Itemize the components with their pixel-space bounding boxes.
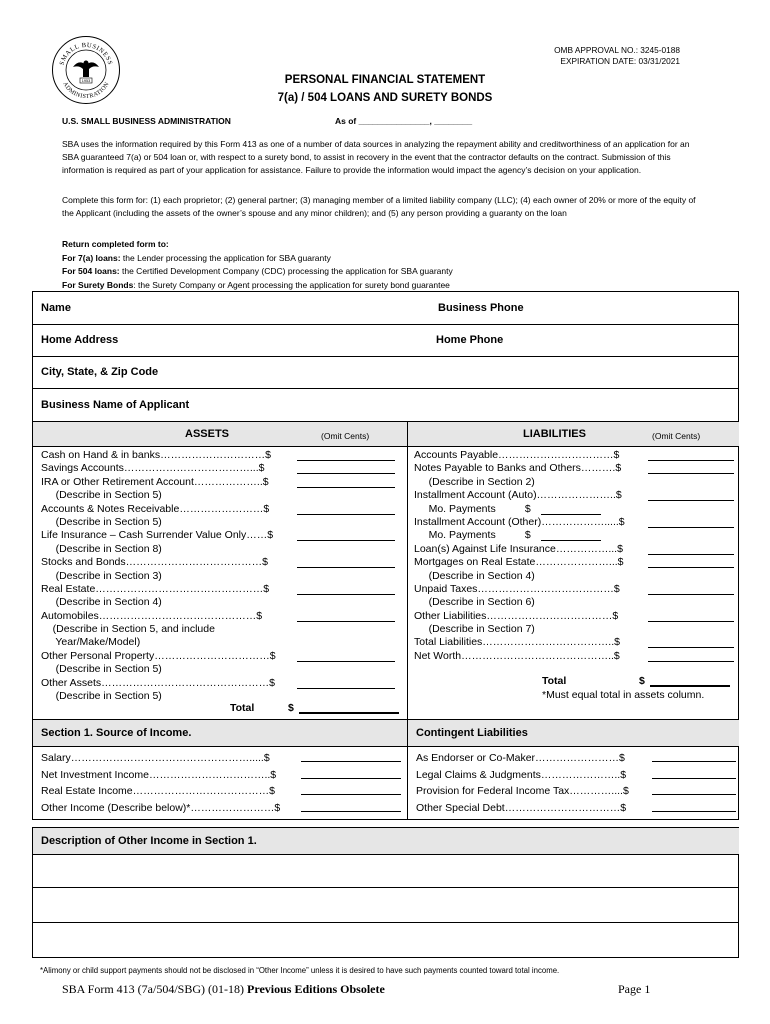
income-amount-input[interactable] [301,752,401,762]
liability-row: Loan(s) Against Life Insurance……………...$ [414,543,734,556]
liability-row: Unpaid Taxes…………………………………$ [414,583,734,596]
as-of-date[interactable]: As of _______________, ________ [335,116,473,126]
return-heading: Return completed form to: [62,239,169,249]
contingent-row: As Endorser or Co-Maker……………………$ [416,750,736,767]
contingent-row: Provision for Federal Income Tax…………....$ [416,783,736,800]
liability-row: (Describe in Section 2) [414,475,535,488]
liability-row: Notes Payable to Banks and Others……….$ [414,462,734,475]
asset-row: Other Assets…………………………………………$ [41,677,401,690]
asset-amount-input[interactable] [297,464,395,474]
form-title: PERSONAL FINANCIAL STATEMENT [284,74,486,86]
home-phone-field[interactable]: Home Phone [436,334,504,346]
obsolete-notice: Previous Editions Obsolete [247,982,385,996]
assets-total-input[interactable] [299,703,399,714]
contingent-heading: Contingent Liabilities [416,727,528,739]
liability-row: Mortgages on Real Estate…………………...$ [414,556,734,569]
liability-row: Net Worth……………………………………..$ [414,650,734,663]
liability-amount-input[interactable] [648,491,734,501]
asset-amount-input[interactable] [297,585,395,595]
liability-amount-input[interactable] [648,545,734,555]
other-income-line[interactable] [33,888,739,921]
business-phone-field[interactable]: Business Phone [438,302,524,314]
return-item: For Surety Bonds: the Surety Company or Agent processing the application for surety bond guarantee [62,279,450,290]
liabilities-total-note: *Must equal total in assets column. [542,689,705,701]
contingent-amount-input[interactable] [652,769,736,779]
asset-amount-input[interactable] [297,652,395,662]
asset-row: Life Insurance – Cash Surrender Value Only……$ [41,529,401,542]
other-income-line[interactable] [33,855,739,886]
contingent-row: Legal Claims & Judgments…………………..$ [416,767,736,784]
contingent-amount-input[interactable] [652,802,736,812]
assets-total-label: Total [230,702,255,714]
liability-amount-input[interactable] [541,531,601,541]
contingent-row: Other Special Debt……………………………$ [416,800,736,817]
asset-amount-input[interactable] [297,478,395,488]
asset-row: Year/Make/Model) [41,636,141,649]
liability-row: Mo. Payments $ [414,529,734,542]
liabilities-omit-cents: (Omit Cents) [652,431,701,441]
income-box [32,719,739,820]
home-address-field[interactable]: Home Address [41,334,119,346]
asset-row: Other Personal Property……………………………$ [41,650,401,663]
footnote: *Alimony or child support payments should not be disclosed in “Other Income” unless it is desired to have such payments counted toward total income. [40,966,560,975]
asset-row: Cash on Hand & in banks…………………………$ [41,449,401,462]
asset-row: Automobiles………………………………………$ [41,610,401,623]
omb-info [554,45,680,66]
asset-amount-input[interactable] [297,558,395,568]
assets-omit-cents: (Omit Cents) [321,431,370,441]
asset-row: (Describe in Section 5, and include [41,623,215,636]
asset-row: Stocks and Bonds…………………………………$ [41,556,401,569]
city-state-zip-field[interactable]: City, State, & Zip Code [41,366,159,378]
liabilities-total-input[interactable] [650,676,730,687]
income-list [41,750,401,816]
instructions-paragraph: Complete this form for: (1) each proprietor; (2) general partner; (3) managing member of a limited liability company (LLC); (4) each owner of 20% or more of the equity of the Applicant (including the assets of the owner’s spouse and any minor children); and (5) any person providing a guaranty on the loan [62,195,696,219]
contingent-amount-input[interactable] [652,785,736,795]
income-amount-input[interactable] [301,769,401,779]
liabilities-heading: LIABILITIES [523,428,586,440]
income-row: Salary…………………………………………….....$ [41,750,401,767]
contingent-amount-input[interactable] [652,752,736,762]
asset-row: Accounts & Notes Receivable……………………$ [41,503,401,516]
liability-row: (Describe in Section 4) [414,569,535,582]
asset-amount-input[interactable] [297,679,395,689]
main-form-box [32,291,739,720]
income-amount-input[interactable] [301,785,401,795]
liability-amount-input[interactable] [648,652,734,662]
liability-row: (Describe in Section 7) [414,623,535,636]
expiration-date: EXPIRATION DATE: 03/31/2021 [560,55,680,66]
section1-heading: Section 1. Source of Income. [41,727,192,739]
asset-row: (Describe in Section 5) [41,515,162,528]
return-item: For 504 loans: the Certified Development Company (CDC) processing the application for SBA guaranty [62,266,453,276]
liabilities-total-label: Total [542,675,567,687]
asset-row: Real Estate…………………………………………$ [41,583,401,596]
return-instructions [62,238,453,292]
liability-row: Installment Account (Other)……………….....$ [414,516,734,529]
asset-row: IRA or Other Retirement Account………………..$ [41,476,401,489]
svg-text:SMALL BUSINESS: SMALL BUSINESS [58,41,114,67]
other-income-box [32,827,739,958]
liability-amount-input[interactable] [648,464,734,474]
asset-row: (Describe in Section 3) [41,569,162,582]
asset-row: (Describe in Section 8) [41,542,162,555]
other-income-heading: Description of Other Income in Section 1. [41,835,257,847]
liability-amount-input[interactable] [648,585,734,595]
liability-amount-input[interactable] [648,638,734,648]
svg-text:ADMINISTRATION: ADMINISTRATION [61,81,111,101]
income-row: Net Investment Income……………………………..$ [41,767,401,784]
liability-amount-input[interactable] [648,518,734,528]
intro-paragraph: SBA uses the information required by this Form 413 as one of a number of data sources in analyzing the repayment ability and creditworthiness of an application for an SBA guaranteed 7(a) or 504 loan or, with respect to a surety bond, to assist in recovery in the event that the contractor defaults on the contract. Submission of this information is required as part of your application for assistance. Failure to provide the information would impact the agency’s decision on your application. [62,139,690,176]
income-amount-input[interactable] [301,802,401,812]
liabilities-total-dollar: $ [639,675,645,687]
liability-row: (Describe in Section 6) [414,596,535,609]
page-number: Page 1 [618,982,651,996]
business-name-field[interactable]: Business Name of Applicant [41,399,190,411]
form-subtitle: 7(a) / 504 LOANS AND SURETY BONDS [277,92,493,104]
liability-amount-input[interactable] [648,558,734,568]
liability-row: Other Liabilities………………………………$ [414,610,734,623]
liabilities-list [414,449,734,663]
asset-amount-input[interactable] [297,612,395,622]
liability-amount-input[interactable] [541,505,601,515]
svg-text:1953: 1953 [81,79,91,83]
liability-amount-input[interactable] [648,612,734,622]
assets-heading: ASSETS [185,428,230,440]
assets-list [41,449,401,703]
asset-row: (Describe in Section 5) [41,663,162,676]
liability-amount-input[interactable] [648,451,734,461]
assets-total-dollar: $ [288,702,294,714]
asset-row: (Describe in Section 4) [41,596,162,609]
name-field[interactable]: Name [41,302,71,314]
asset-amount-input[interactable] [297,451,395,461]
form-identifier: SBA Form 413 (7a/504/SBG) (01-18) Previous Editions Obsolete [62,982,385,996]
liability-row: Mo. Payments $ [414,503,734,516]
contingent-list [416,750,736,816]
liability-row: Accounts Payable……………………………$ [414,449,734,462]
asset-row: (Describe in Section 5) [41,489,162,502]
income-row: Other Income (Describe below)*……………………$ [41,800,401,817]
return-item: For 7(a) loans: the Lender processing the application for SBA guaranty [62,252,331,263]
other-income-line[interactable] [33,923,739,957]
agency-name: U.S. SMALL BUSINESS ADMINISTRATION [62,116,231,126]
income-row: Real Estate Income…………………………………$ [41,783,401,800]
omb-approval: OMB APPROVAL NO.: 3245-0188 [554,45,680,55]
liability-row: Installment Account (Auto)…………………..$ [414,489,734,502]
asset-row: (Describe in Section 5) [41,690,162,703]
asset-amount-input[interactable] [297,505,395,515]
asset-row: Savings Accounts………………………………...$ [41,462,401,475]
liability-row: Total Liabilities………………………………..$ [414,636,734,649]
asset-amount-input[interactable] [297,531,395,541]
